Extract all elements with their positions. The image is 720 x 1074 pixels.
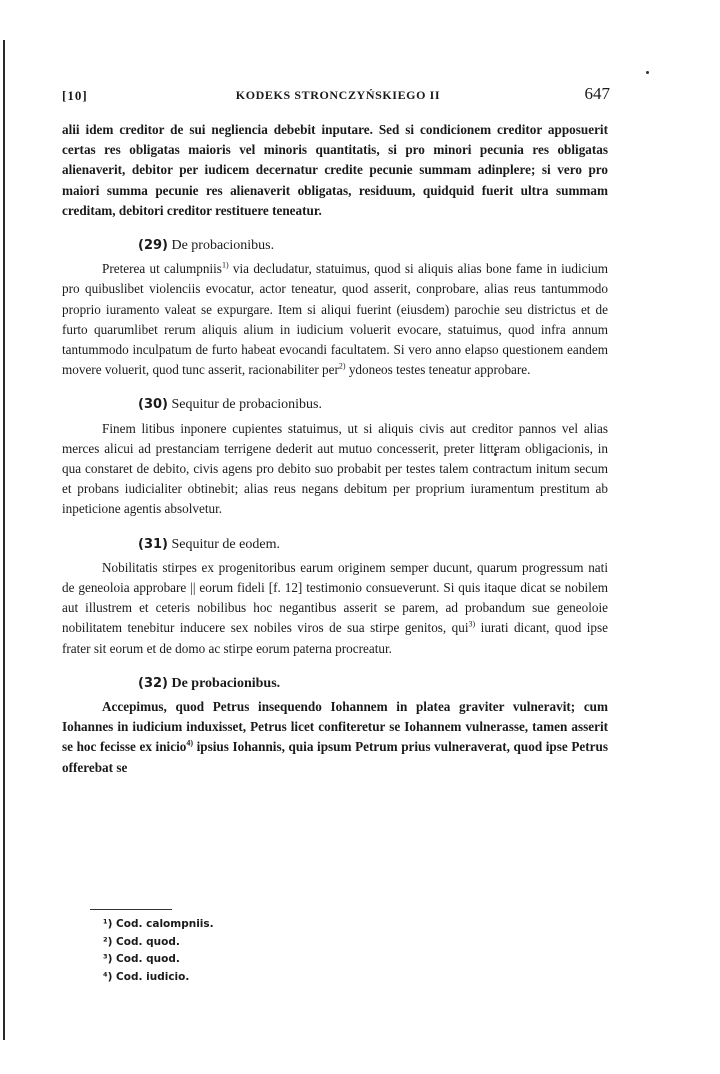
footnote-ref: 2)	[338, 361, 346, 371]
paragraph-32	[62, 697, 608, 778]
text-run: Nobilitatis stirpes ex progenitoribus earum originem semper ducunt, quarum progressum nati de geneoloia approbare || eorum fideli [f. 12] testimonio consueverunt. Si quis itaque dicat se nobilem aut illustrem et ceteris nobilibus hoc negantibus asserit se parem, ad probandum sue geneoloie nobilitatem tenebitur inducere sex nobiles viros de sua stirpe genitos, qui	[62, 559, 608, 636]
text-run: iurati dicant, quod ipse frater sit eorum et de domo ac stirpe eorum paterna procreatur.	[62, 620, 609, 656]
footnote-4: ⁴) Cod. iudicio.	[103, 970, 190, 983]
paragraph-29	[62, 259, 608, 380]
section-heading-29	[138, 236, 608, 256]
section-number: (31)	[138, 536, 168, 552]
footnote-ref: 3)	[468, 620, 476, 630]
footnote-2: ²) Cod. quod.	[103, 935, 180, 948]
section-heading-30	[138, 395, 608, 415]
footnote-1: ¹) Cod. calompniis.	[103, 918, 214, 930]
text-run: via decludatur, statuimus, quod si aliquis alias bone fame in iudicium pro quibuslibet violenciis evocatur, actor teneatur, quod asserit, conprobare, alias reus tantummodo proprio iuramento valeat se expurgare. Item si aliqui fuerint (eiusdem) parochie seu districtus et de furto quarumlibet rerum aliquis alium in iudicium voluerit evocare, statuimus, quod infra annum tantummodo inculpatum de furto habeat evocandi facultatem. Si vero anno elapso questionem eandem movere voluerit, quod tunc asserit, racionabiliter per	[62, 261, 608, 378]
section-heading-32	[138, 674, 608, 694]
section-heading-31	[138, 535, 608, 555]
text-run: Preterea ut calumpniis	[102, 261, 222, 277]
section-number: (30)	[138, 397, 168, 413]
footnotes	[103, 916, 214, 986]
paragraph-30: Finem litibus inponere cupientes statuimus, ut si aliquis civis aut creditor pannos vel alias merces alicui ad prestanciam terrigene dederit aut mutuo concesserit, preter litteram obligacionis, in qua constaret de debito, civis agens pro debito suo probabit per testes talem contractum initum secum et probans iudicialiter obtinebit; alias reus negans debitum per proprium iuramentum prestitum ab inpeticione agentis absolvetur.	[62, 420, 608, 517]
footnote-ref: 1)	[221, 260, 229, 270]
main-text	[62, 120, 608, 778]
text-run: ipsius Iohannis, quia ipsum Petrum prius vulneraverat, quod ipse Petrus offerebat se	[62, 739, 608, 775]
section-title: Sequitur de eodem.	[171, 536, 280, 552]
section-marker: [10]	[62, 88, 88, 103]
page-number: 647	[584, 84, 610, 103]
section-number: (32)	[138, 675, 168, 691]
paragraph-31	[62, 558, 608, 659]
ink-speck	[646, 71, 649, 74]
section-title: Sequitur de probacionibus.	[171, 397, 322, 413]
footnote-ref: 4)	[186, 739, 193, 749]
page-binding-edge	[3, 40, 5, 1040]
footnote-3: ³) Cod. quod.	[103, 953, 180, 965]
section-title: De probacionibus.	[171, 238, 275, 254]
text-run: Accepimus, quod Petrus insequendo Iohannem in platea graviter vulneravit; cum Iohannes in iudicium induxisset, Petrus licet confiteretur se Iohannem vulnerasse, tamen asserit se hoc fecisse ex inicio	[62, 699, 608, 755]
text-run: ydoneos testes teneatur approbare.	[345, 362, 531, 378]
section-title: De probacionibus.	[171, 675, 281, 691]
running-title: KODEKS STRONCZYŃSKIEGO II	[235, 88, 441, 102]
paragraph-continued: alii idem creditor de sui negliencia debebit inputare. Sed si condicionem creditor apposuerit certas res obligatas maioris vel minoris quantitatis, si pro minori pecunia res obligatas alienaverit, debitor per iudicem decernatur credite pecunie summam adinplere; si vero pro maiori summa pecunie res alienaverit obligatas, residuum, quidquid fuerit ultra summam creditam, debitori creditor restituere teneatur.	[62, 122, 608, 218]
footnote-divider	[90, 909, 172, 910]
section-number: (29)	[138, 238, 168, 254]
running-header	[62, 84, 614, 110]
